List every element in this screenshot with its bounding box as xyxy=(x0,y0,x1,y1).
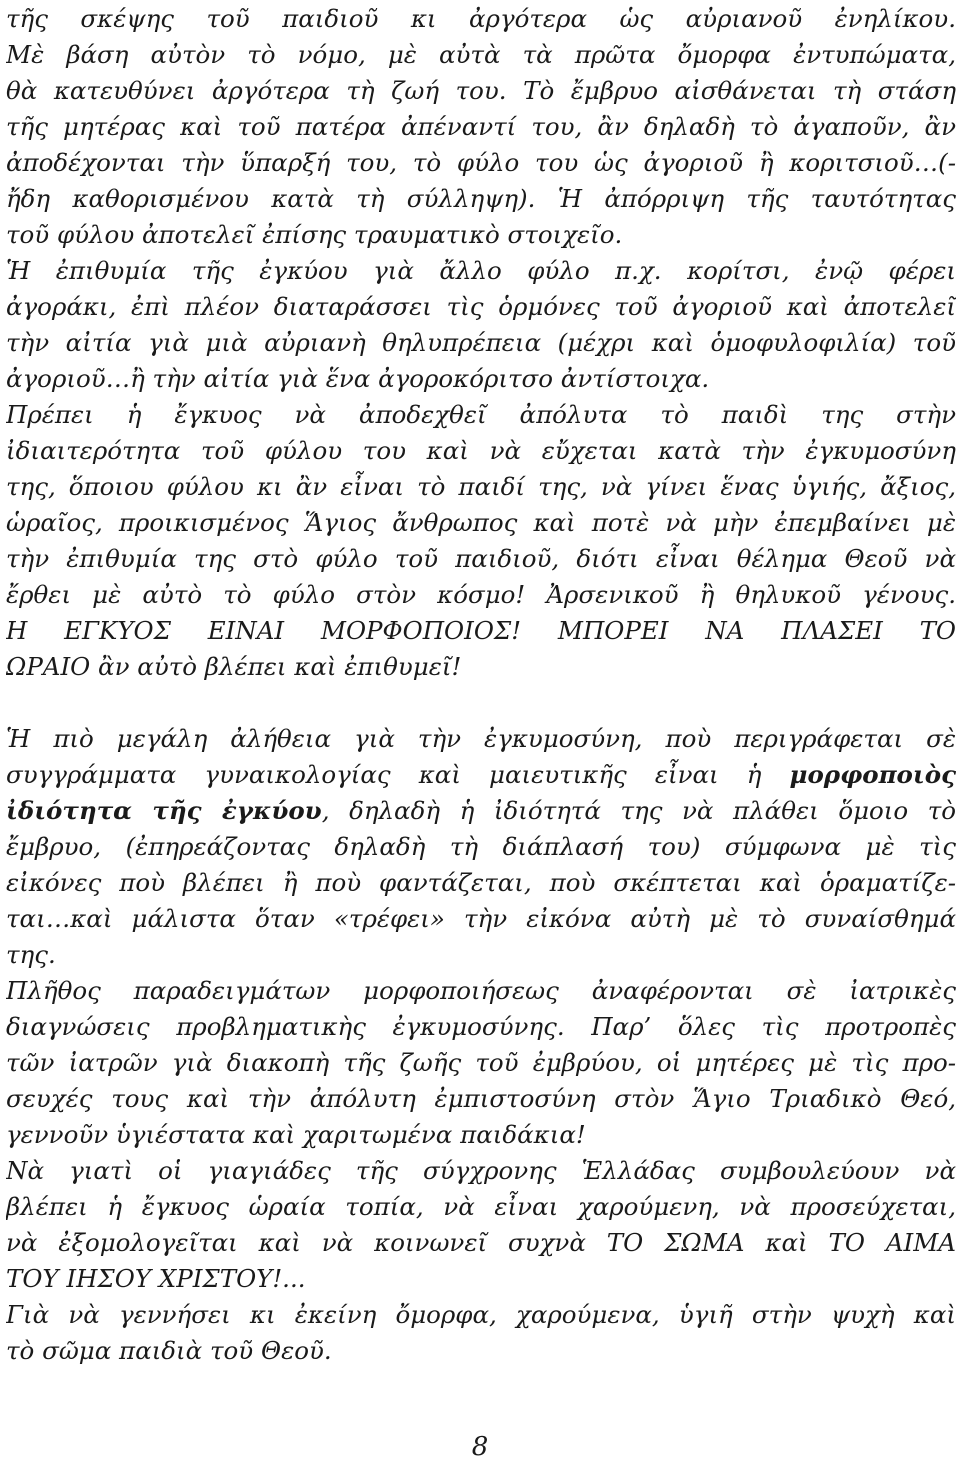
text-line: νὰ ἐξομολογεῖται καὶ νὰ κοινωνεῖ συχνὰ ΤΟ ΣΩΜΑ καὶ ΤΟ ΑΙΜΑ xyxy=(6,1228,956,1257)
text-line: βλέπει ἡ ἔγκυος ὡραία τοπία, νὰ εἶναι χαρούμενη, νὰ προσεύχεται, xyxy=(6,1192,956,1221)
text-line: τοῦ φύλου ἀποτελεῖ ἐπίσης τραυματικὸ στοιχεῖο. xyxy=(6,220,623,249)
text-line: Ἡ ἐπιθυμία τῆς ἐγκύου γιὰ ἄλλο φύλο π.χ. κορίτσι, ἐνῷ φέρει xyxy=(6,256,956,285)
text-line: ἔμβρυο, (ἐπηρεάζοντας δηλαδὴ τὴ διάπλασή του) σύμφωνα μὲ τὶς xyxy=(6,832,956,861)
text-line: τὸ σῶμα παιδιὰ τοῦ Θεοῦ. xyxy=(6,1336,332,1365)
text-line: Νὰ γιατὶ οἱ γιαγιάδες τῆς σύγχρονης Ἑλλάδας συμβουλεύουν νὰ xyxy=(6,1156,956,1185)
text-line: σευχές τους καὶ τὴν ἀπόλυτη ἐμπιστοσύνη στὸν Ἅγιο Τριαδικὸ Θεό, xyxy=(6,1084,956,1113)
text-run: συγγράμματα γυναικολογίας καὶ μαιευτικῆς εἶναι ἡ xyxy=(6,760,762,789)
text-line: τῆς μητέρας καὶ τοῦ πατέρα ἀπέναντί του, ἂν δηλαδὴ τὸ ἀγαποῦν, ἂν xyxy=(6,112,956,141)
bold-term: μορφοποιὸς xyxy=(789,760,956,789)
text-line: ὡραῖος, προικισμένος Ἅγιος ἄνθρωπος καὶ ποτὲ νὰ μὴν ἐπεμβαίνει μὲ xyxy=(6,508,956,537)
text-line: τῶν ἰατρῶν γιὰ διακοπὴ τῆς ζωῆς τοῦ ἐμβρύου, οἱ μητέρες μὲ τὶς προ- xyxy=(6,1048,956,1077)
text-line: Ἡ πιὸ μεγάλη ἀλήθεια γιὰ τὴν ἐγκυμοσύνη, ποὺ περιγράφεται σὲ xyxy=(6,724,956,753)
text-line: ΩΡΑΙΟ ἂν αὐτὸ βλέπει καὶ ἐπιθυμεῖ! xyxy=(6,652,462,681)
text-line: διαγνώσεις προβληματικὴς ἐγκυμοσύνης. Παρ’ ὅλες τὶς προτροπὲς xyxy=(6,1012,956,1041)
text-line xyxy=(6,793,956,829)
text-line xyxy=(6,757,956,793)
text-line: ἀποδέχονται τὴν ὕπαρξή του, τὸ φύλο του ὡς ἀγοριοῦ ἢ κοριτσιοῦ…(- xyxy=(6,148,956,177)
text-line: τῆς σκέψης τοῦ παιδιοῦ κι ἀργότερα ὡς αὐριανοῦ ἐνηλίκου. xyxy=(6,4,956,33)
text-line: ἰδιαιτερότητα τοῦ φύλου του καὶ νὰ εὔχεται κατὰ τὴν ἐγκυμοσύνη xyxy=(6,436,956,465)
page-number: 8 xyxy=(471,1432,489,1462)
text-line: τὴν αἰτία γιὰ μιὰ αὐριανὴ θηλυπρέπεια (μέχρι καὶ ὁμοφυλοφιλία) τοῦ xyxy=(6,328,956,357)
text-line: Η ΕΓΚΥΟΣ ΕΙΝΑΙ ΜΟΡΦΟΠΟΙΟΣ! ΜΠΟΡΕΙ ΝΑ ΠΛΑΣΕΙ ΤΟ xyxy=(6,616,956,645)
text-line: ται…καὶ μάλιστα ὅταν «τρέφει» τὴν εἰκόνα αὐτὴ μὲ τὸ συναίσθημά xyxy=(6,904,956,933)
text-line: Πρέπει ἡ ἔγκυος νὰ ἀποδεχθεῖ ἀπόλυτα τὸ παιδὶ της στὴν xyxy=(6,400,956,429)
text-line: Πλῆθος παραδειγμάτων μορφοποιήσεως ἀναφέρονται σὲ ἰατρικὲς xyxy=(6,976,956,1005)
text-line: της. xyxy=(6,940,56,969)
text-line: θὰ κατευθύνει ἀργότερα τὴ ζωή του. Τὸ ἔμβρυο αἰσθάνεται τὴ στάση xyxy=(6,76,956,105)
text-line: ἀγοριοῦ…ἢ τὴν αἰτία γιὰ ἕνα ἀγοροκόριτσο ἀντίστοιχα. xyxy=(6,364,710,393)
bold-term: ἰδιότητα τῆς ἐγκύου xyxy=(6,796,322,825)
text-run: , δηλαδὴ ἡ ἰδιότητά της νὰ πλάθει ὅμοιο τὸ xyxy=(321,796,956,825)
text-line: ἤδη καθορισμένου κατὰ τὴ σύλληψη). Ἡ ἀπόρριψη τῆς ταυτότητας xyxy=(6,184,956,213)
text-line: ἔρθει μὲ αὐτὸ τὸ φύλο στὸν κόσμο! Ἀρσενικοῦ ἢ θηλυκοῦ γένους. xyxy=(6,580,956,609)
text-line: ἀγοράκι, ἐπὶ πλέον διαταράσσει τὶς ὁρμόνες τοῦ ἀγοριοῦ καὶ ἀποτελεῖ xyxy=(6,292,956,321)
text-line: εἰκόνες ποὺ βλέπει ἢ ποὺ φαντάζεται, ποὺ σκέπτεται καὶ ὁραματίζε- xyxy=(6,868,956,897)
text-line: Μὲ βάση αὐτὸν τὸ νόμο, μὲ αὐτὰ τὰ πρῶτα ὄμορφα ἐντυπώματα, xyxy=(6,40,956,69)
text-line: Γιὰ νὰ γεννήσει κι ἐκείνη ὄμορφα, χαρούμενα, ὑγιῆ στὴν ψυχὴ καὶ xyxy=(6,1300,956,1329)
text-line: τὴν ἐπιθυμία της στὸ φύλο τοῦ παιδιοῦ, διότι εἶναι θέλημα Θεοῦ νὰ xyxy=(6,544,956,573)
text-line: της, ὅποιου φύλου κι ἂν εἶναι τὸ παιδί της, νὰ γίνει ἕνας ὑγιής, ἄξιος, xyxy=(6,472,956,501)
text-line: ΤΟΥ ΙΗΣΟΥ ΧΡΙΣΤΟΥ!... xyxy=(6,1264,306,1293)
text-line: γεννοῦν ὑγιέστατα καὶ χαριτωμένα παιδάκια! xyxy=(6,1120,586,1149)
